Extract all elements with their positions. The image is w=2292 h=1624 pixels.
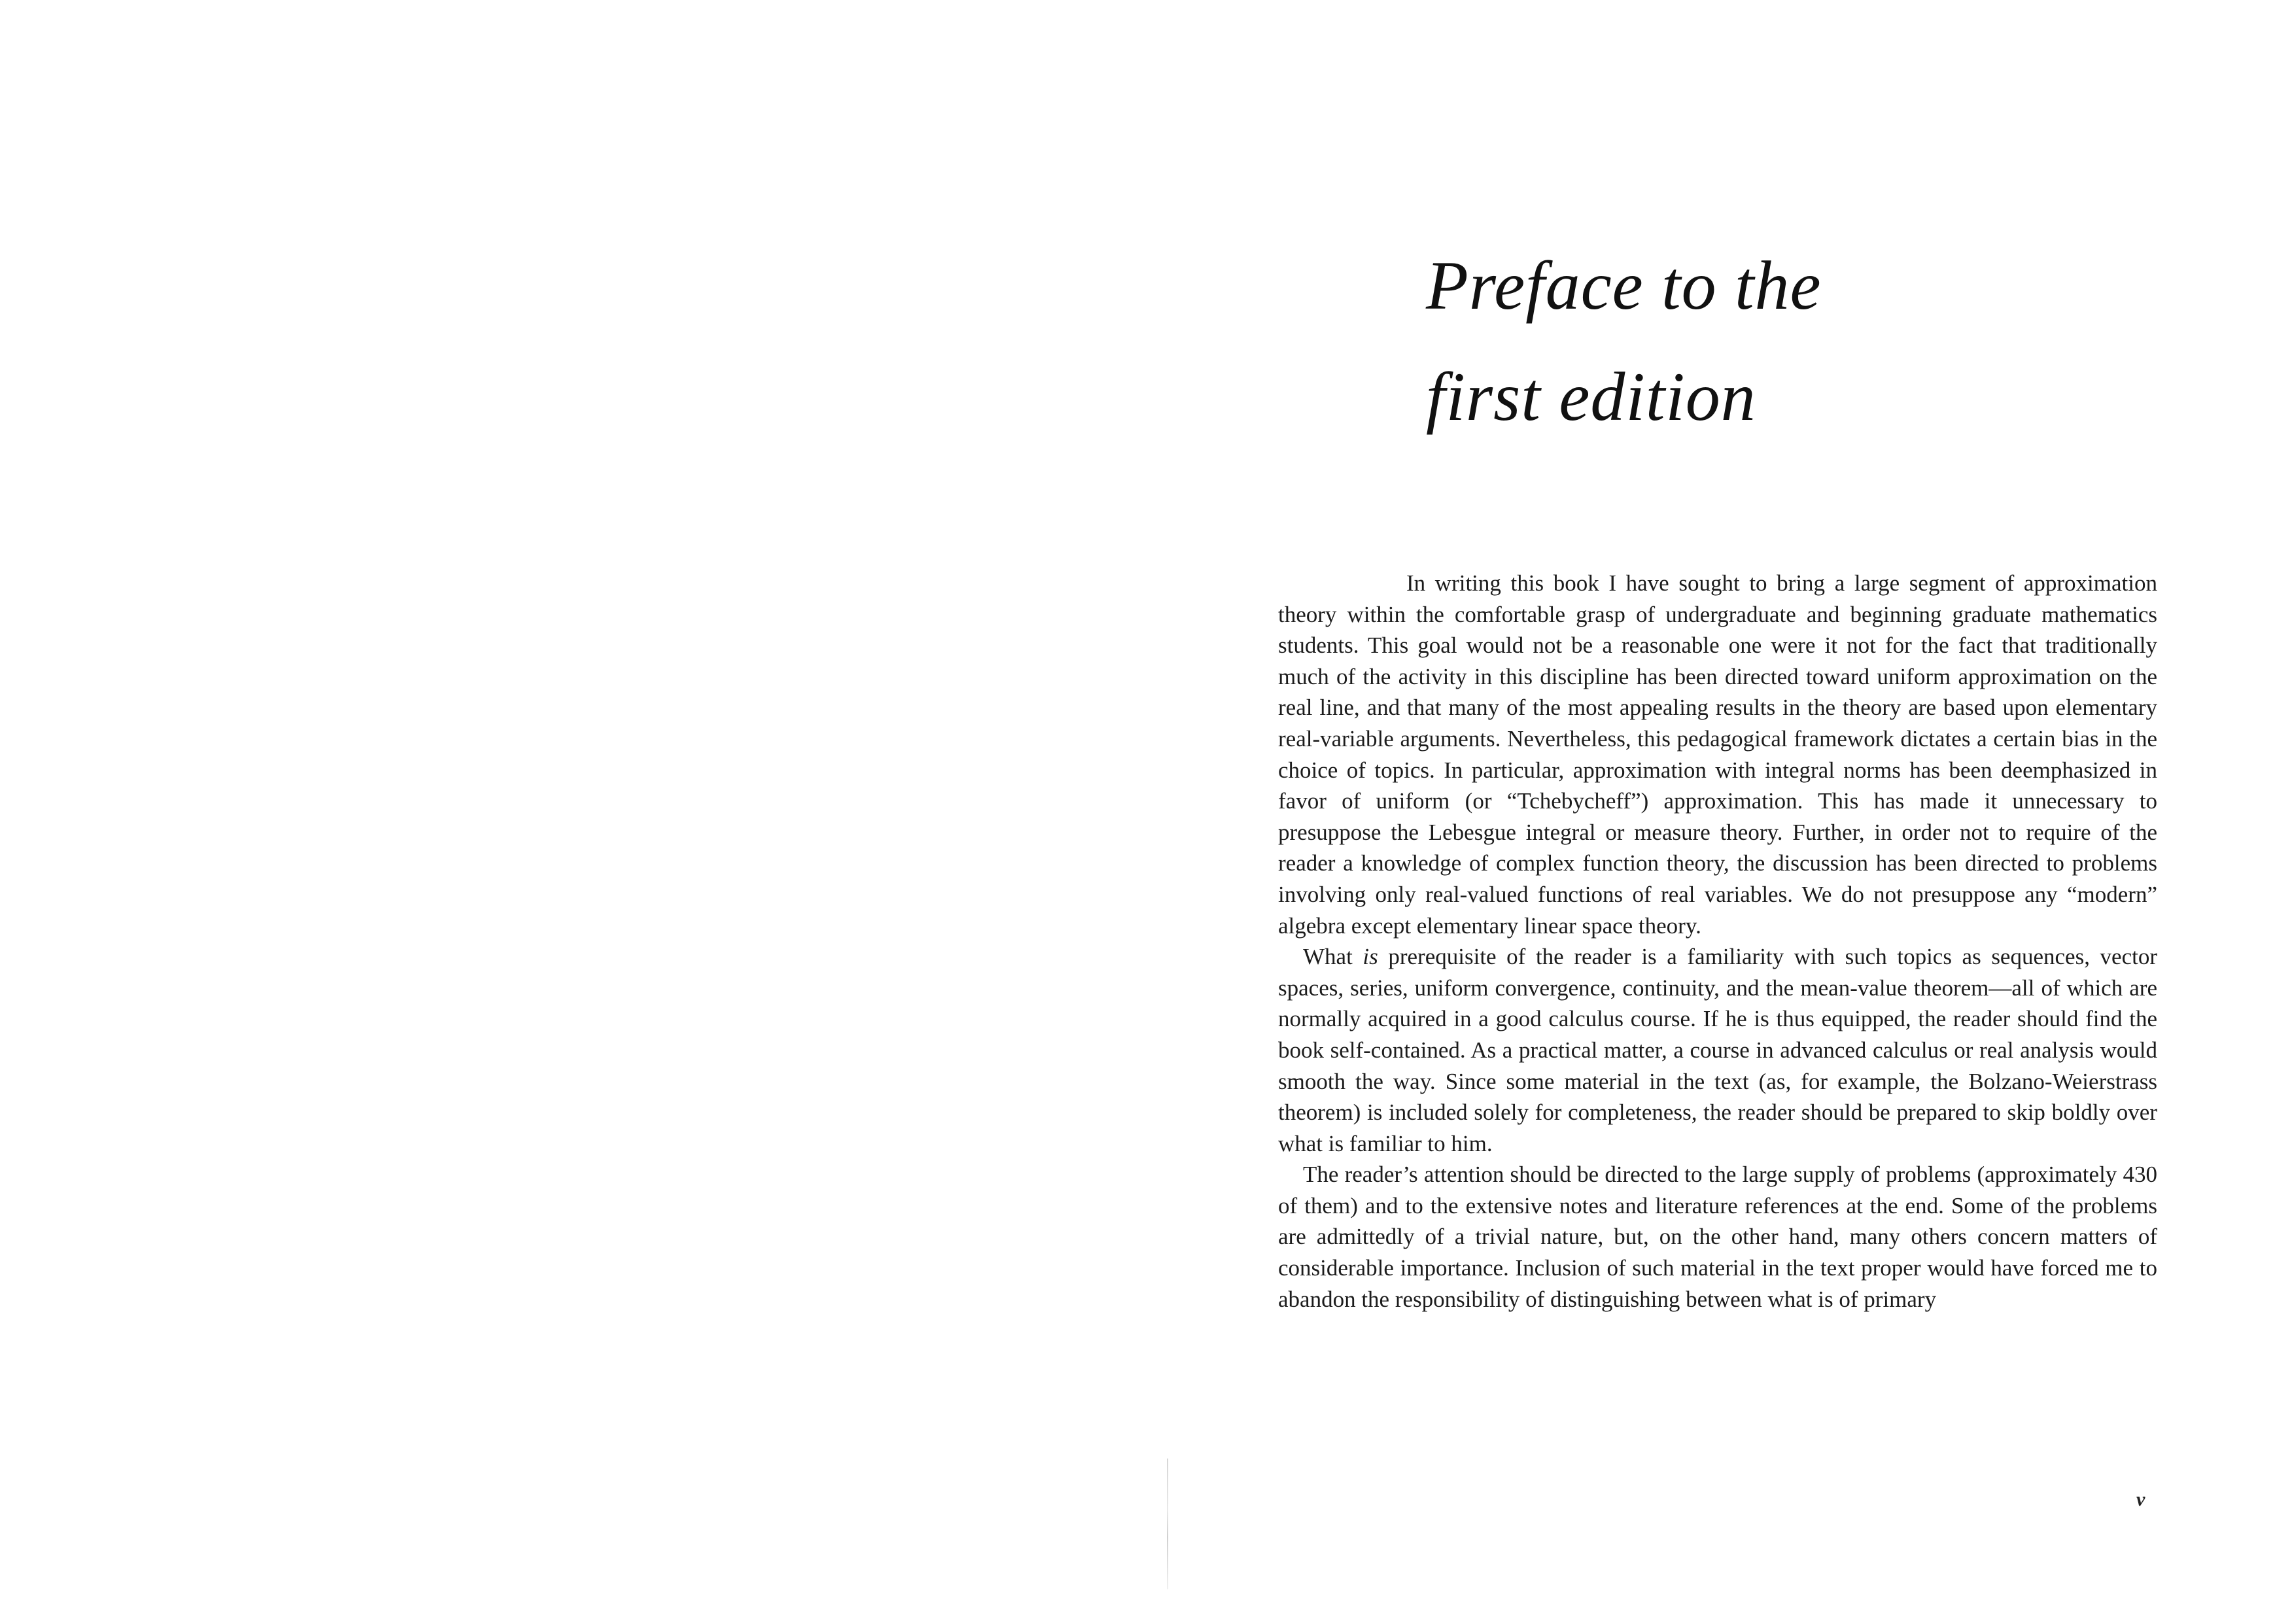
page-title [1426, 230, 2080, 453]
page-number: v [2136, 1489, 2145, 1510]
paragraph-3: The reader’s attention should be directed to the large supply of problems (approximately 430 of them) and to the extensive notes and literature references at the end. Some of the problems are admittedly of a trivial nature, but, on the other hand, many others concern matters of considerable importance. Inclusion of such material in the text proper would have forced me to abandon the responsibility of distinguishing between what is of primary [1278, 1162, 2157, 1312]
preface-body [1278, 568, 2157, 1315]
paragraph-1: In writing this book I have sought to bring a large segment of approximation theory within the comfortable grasp of undergraduate and beginning graduate mathematics students. This goal would not be a reasonable one were it not for the fact that traditionally much of the activity in this discipline has been directed toward uniform approximation on the real line, and that many of the most appealing results in the theory are based upon elementary real-variable arguments. Nevertheless, this pedagogical framework dictates a certain bias in the choice of topics. In particular, approximation with integral norms has been deemphasized in favor of uniform (or “Tchebycheff”) approximation. This has made it unnecessary to presuppose the Lebesgue integral or measure theory. Further, in order not to require of the reader a knowledge of complex function theory, the discussion has been directed to problems involving only real-valued functions of real variables. We do not presuppose any “modern” algebra except elementary linear space theory. [1278, 570, 2157, 939]
title-line-2: first edition [1426, 358, 1756, 435]
title-line-1: Preface to the [1426, 247, 1822, 324]
paragraph-2 [1278, 941, 2157, 1159]
gutter-shadow [1167, 1459, 1168, 1589]
paragraph-2-rest: prerequisite of the reader is a familiarity with such topics as sequences, vector spaces, series, uniform convergence, continuity, and the mean-value theorem—all of which are normally acquired in a good calculus course. If he is thus equipped, the reader should find the book self-contained. As a practical matter, a course in advanced calculus or real analysis would smooth the way. Since some material in the text (as, for example, the Bolzano-Weierstrass theorem) is included solely for completeness, the reader should be prepared to skip boldly over what is familiar to him. [1278, 944, 2158, 1156]
paragraph-2-lead: What [1303, 944, 1363, 970]
paragraph-2-emphasis: is [1363, 944, 1378, 970]
